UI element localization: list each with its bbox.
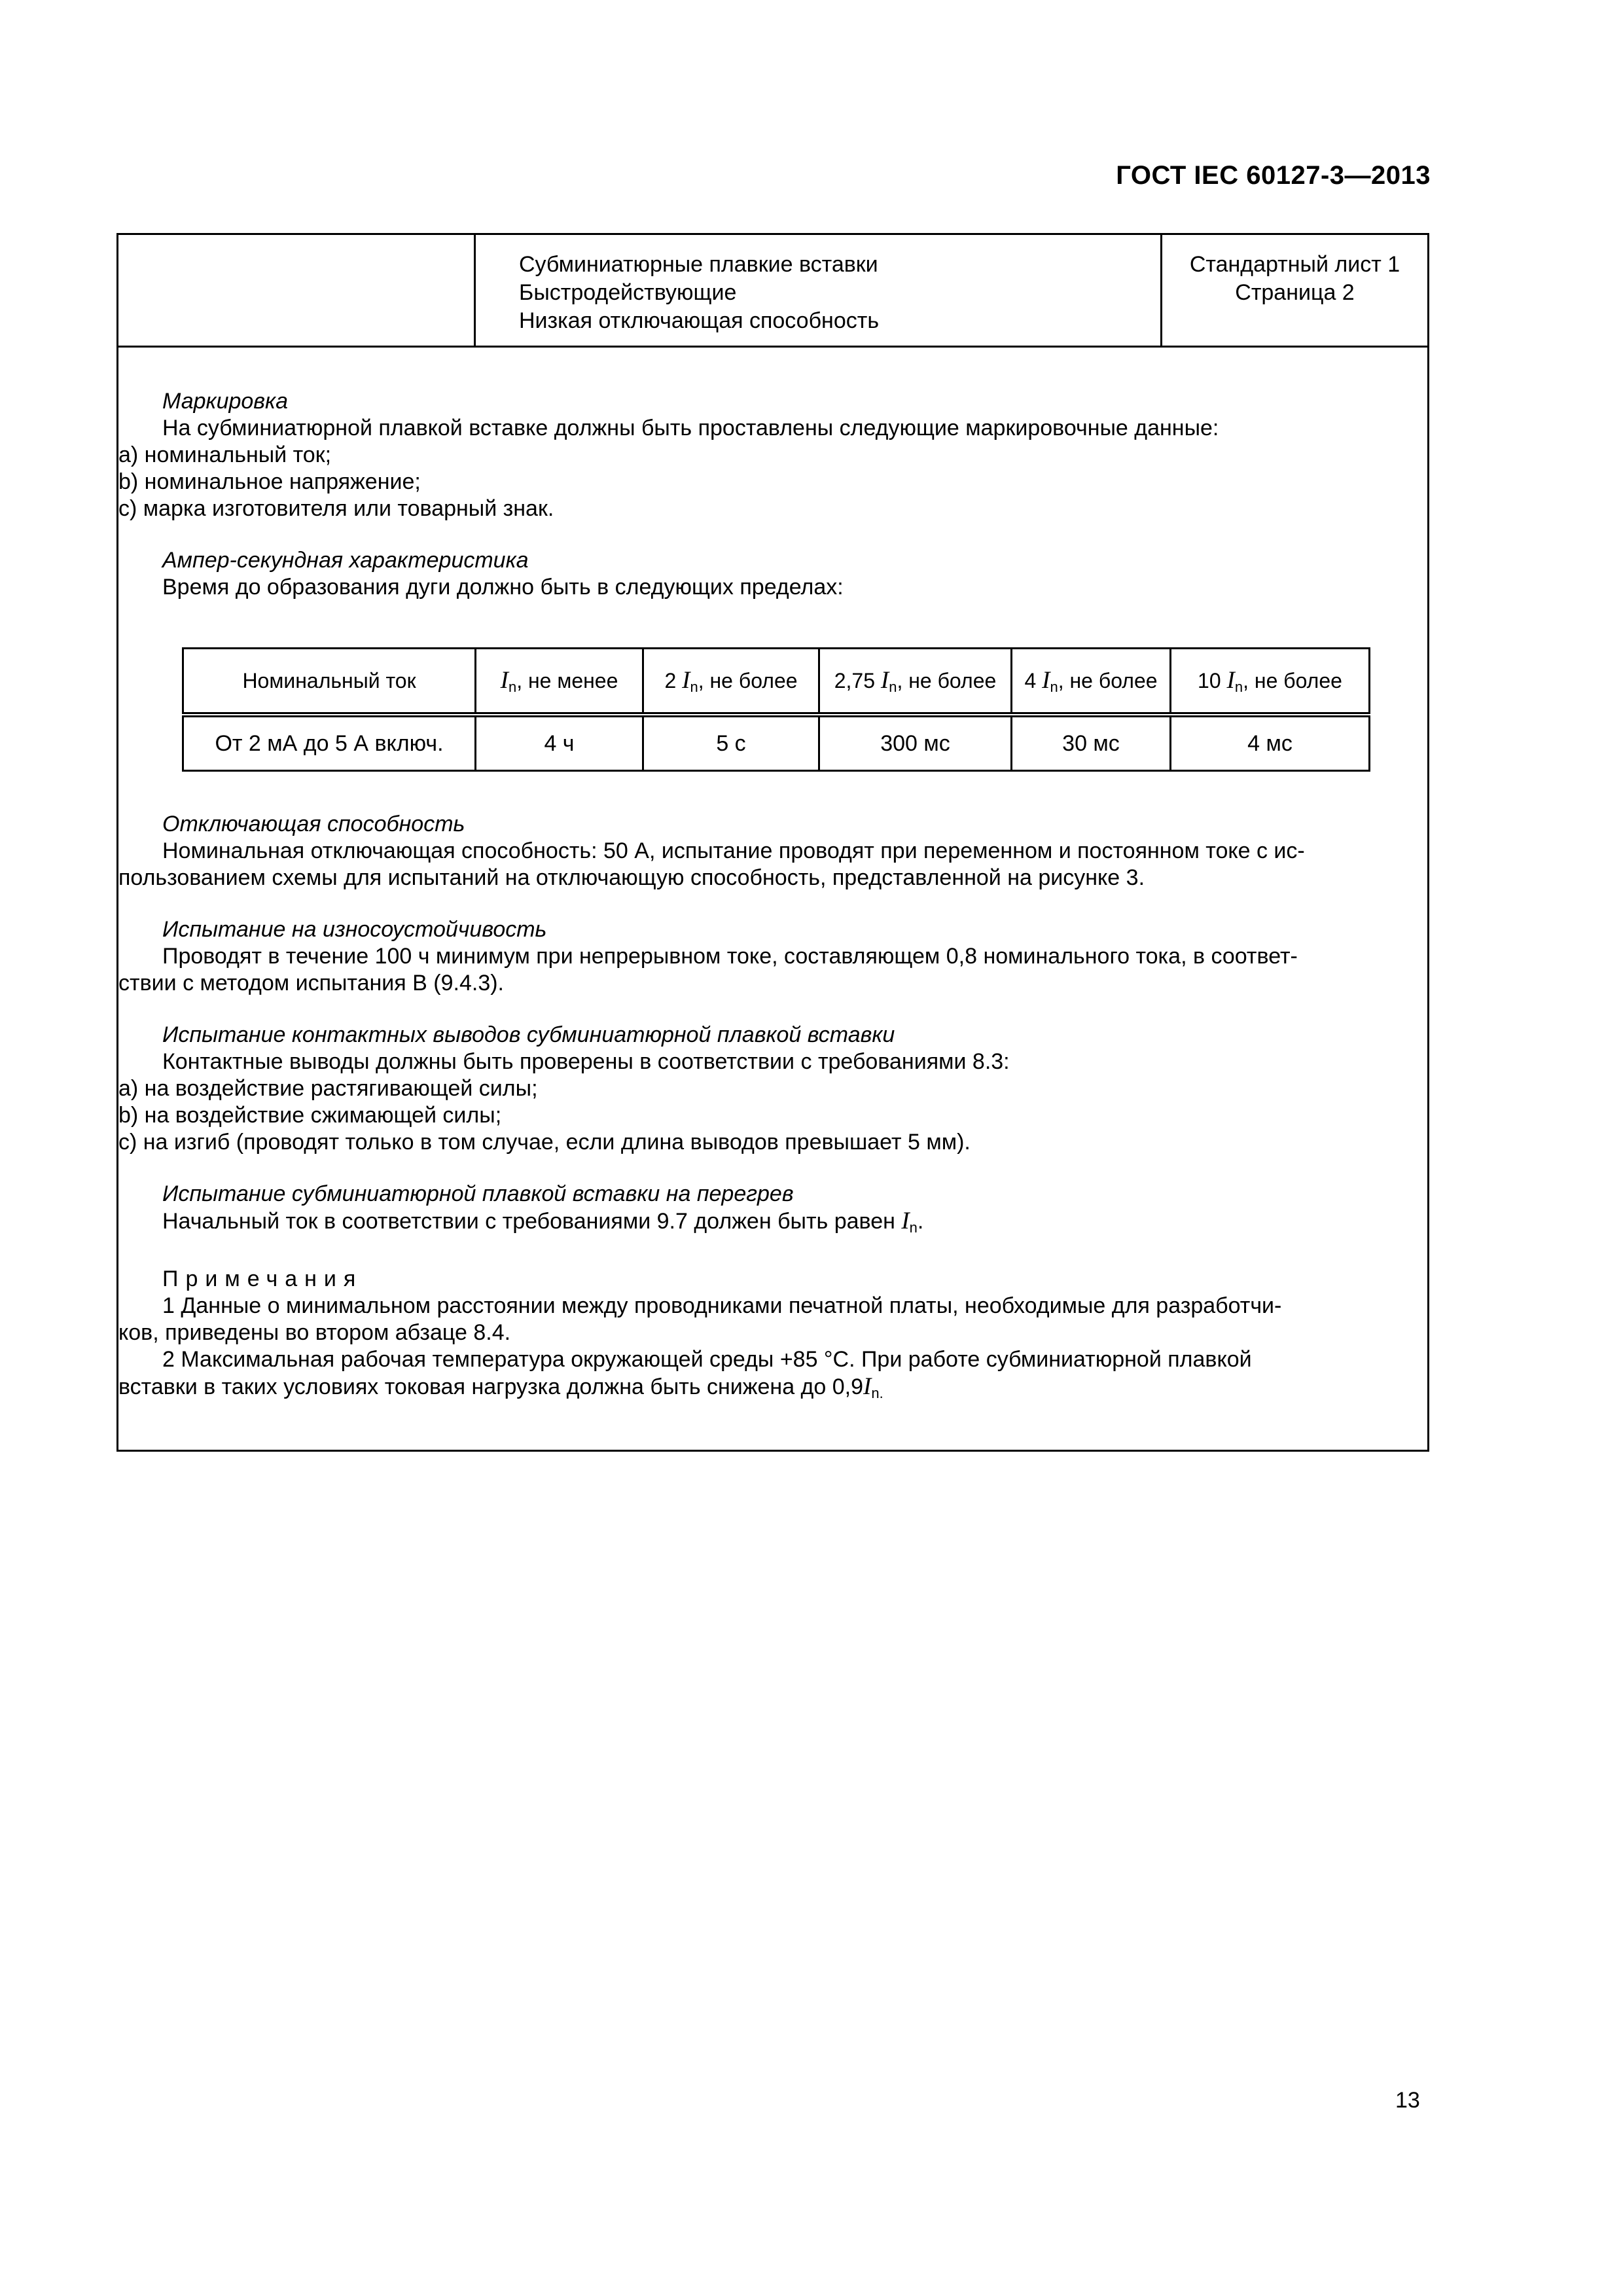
marking-intro: На субминиатюрной плавкой вставке должны быть проставлены следующие маркировочные данные: bbox=[162, 416, 1219, 440]
table-header-cell: 4 $I_n$, не более bbox=[1012, 649, 1171, 715]
table-cell: 300 мс bbox=[819, 715, 1012, 771]
marking-item: b) номинальное напряжение; bbox=[118, 469, 421, 494]
table-header-cell: 2 $I_n$, не более bbox=[643, 649, 819, 715]
table-cell: 5 с bbox=[643, 715, 819, 771]
section-title-marking: Маркировка bbox=[162, 389, 289, 414]
overheat-text: Начальный ток в соответствии с требованиями 9.7 должен быть равен $I_n$. bbox=[162, 1208, 924, 1236]
note-2-cont: вставки в таких условиях токовая нагрузка должна быть снижена до $0,9I_{n.}$ bbox=[118, 1373, 883, 1401]
header-title-line: Субминиатюрные плавкие вставки bbox=[519, 252, 878, 277]
table-row bbox=[183, 715, 1370, 771]
header-title-line: Низкая отключающая способность bbox=[519, 308, 880, 333]
note-1-cont: ков, приведены во втором абзаце 8.4. bbox=[118, 1320, 511, 1345]
header-title-block bbox=[519, 251, 879, 335]
section-title-time-current: Ампер-секундная характеристика bbox=[162, 548, 529, 573]
table-header-cell: 10 $I_n$, не более bbox=[1171, 649, 1370, 715]
terminals-item: b) на воздействие сжимающей силы; bbox=[118, 1103, 502, 1128]
terminals-intro: Контактные выводы должны быть проверены в соответствии с требованиями 8.3: bbox=[162, 1049, 1010, 1074]
marking-item: а) номинальный ток; bbox=[118, 442, 332, 467]
header-title-line: Быстродействующие bbox=[519, 280, 737, 305]
section-marking bbox=[118, 388, 1411, 601]
note-1: 1 Данные о минимальном расстоянии между проводниками печатной платы, необходимые для разработчи- bbox=[162, 1293, 1282, 1318]
marking-item: с) марка изготовителя или товарный знак. bbox=[118, 496, 554, 521]
time-current-table bbox=[182, 647, 1370, 772]
section-title-terminals: Испытание контактных выводов субминиатюрной плавкой вставки bbox=[162, 1022, 895, 1047]
terminals-item: а) на воздействие растягивающей силы; bbox=[118, 1076, 538, 1101]
header-sheet-info bbox=[1162, 251, 1427, 307]
document-code: ГОСТ IEC 60127-3—2013 bbox=[1116, 161, 1431, 190]
table-header-cell: Номинальный ток bbox=[183, 649, 476, 715]
note-2: 2 Максимальная рабочая температура окружающей среды +85 °С. При работе субминиатюрной плавкой bbox=[162, 1347, 1252, 1372]
table-cell: От 2 мА до 5 А включ. bbox=[183, 715, 476, 771]
endurance-text: Проводят в течение 100 ч минимум при непрерывном токе, составляющем 0,8 номинального тока, в соответ- bbox=[162, 944, 1298, 969]
sheet-header bbox=[118, 235, 1427, 348]
sections-lower bbox=[118, 811, 1411, 1407]
page-number: 13 bbox=[1395, 2088, 1420, 2113]
table-header-cell: 2,75 $I_n$, не более bbox=[819, 649, 1012, 715]
sheet-page: Страница 2 bbox=[1235, 280, 1355, 305]
endurance-text: ствии с методом испытания В (9.4.3). bbox=[118, 971, 504, 996]
terminals-item: с) на изгиб (проводят только в том случае, если длина выводов превышает 5 мм). bbox=[118, 1130, 971, 1155]
sheet-number: Стандартный лист 1 bbox=[1189, 252, 1400, 277]
breaking-text: Номинальная отключающая способность: 50 А, испытание проводят при переменном и постоянном токе с ис- bbox=[162, 838, 1305, 863]
header-divider bbox=[474, 235, 476, 346]
table-header-row bbox=[183, 649, 1370, 715]
section-title-overheat: Испытание субминиатюрной плавкой вставки на перегрев bbox=[162, 1181, 794, 1206]
table-cell: 4 ч bbox=[476, 715, 643, 771]
table-cell: 30 мс bbox=[1012, 715, 1171, 771]
time-current-intro: Время до образования дуги должно быть в следующих пределах: bbox=[162, 575, 844, 600]
table-cell: 4 мс bbox=[1171, 715, 1370, 771]
section-title-breaking: Отключающая способность bbox=[162, 812, 465, 836]
breaking-text: пользованием схемы для испытаний на отключающую способность, представленной на рисунке 3. bbox=[118, 865, 1145, 890]
table-header-cell: $I_n$, не менее bbox=[476, 649, 643, 715]
standard-sheet-frame bbox=[116, 233, 1429, 1452]
notes-title: Примечания bbox=[162, 1266, 363, 1291]
section-title-endurance: Испытание на износоустойчивость bbox=[162, 917, 547, 942]
